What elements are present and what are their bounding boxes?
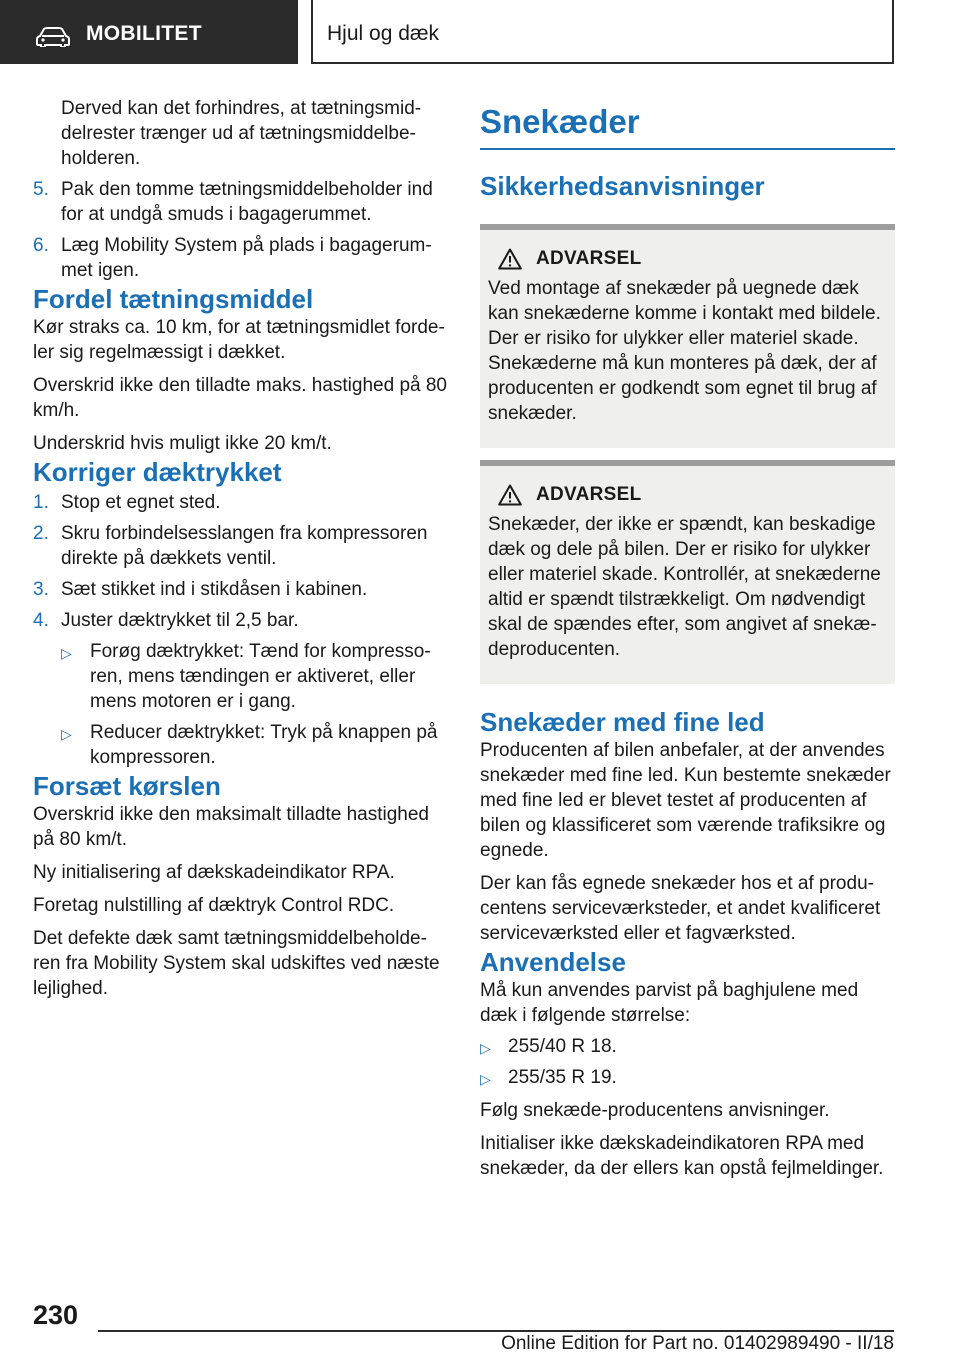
warning-triangle-icon (498, 484, 522, 506)
triangle-bullet-icon: ▷ (61, 645, 72, 661)
edition-text: Online Edition for Part no. 01402989490 - II/18 (501, 1333, 894, 1354)
paragraph: Producenten af bilen anbefaler, at der anvendes snekæder med fine led. Kun bestemte snekæder med fine led er blevet testet af producenten af bilen og klassificeret som værende trafiksikre og egnede. (480, 740, 891, 861)
chapter-header (311, 0, 894, 64)
step-number: 4. (33, 610, 49, 631)
section-heading-anvendelse: Anvendelse (480, 947, 626, 977)
list-item (33, 233, 448, 283)
list-item (33, 177, 448, 227)
section-heading-fine-led: Snekæder med fine led (480, 707, 765, 737)
triangle-bullet-icon: ▷ (480, 1071, 491, 1087)
list-item (33, 490, 448, 515)
bullet-text: Reducer dæktrykket: Tryk på knappen på kompressoren. (90, 722, 438, 768)
section-heading-forsaet: Forsæt kørslen (33, 771, 221, 801)
warning-box (480, 460, 895, 684)
heading-divider (480, 148, 895, 150)
warning-box (480, 224, 895, 448)
section-heading-sikkerhed: Sikkerhedsanvisninger (480, 171, 765, 201)
paragraph: Følg snekæde-producentens anvisninger. (480, 1100, 830, 1121)
paragraph: Der kan fås egnede snekæder hos et af producentens serviceværksteder, et andet kvalificeret serviceværksted eller et fagværksted. (480, 873, 881, 944)
paragraph: Overskrid ikke den maksimalt tilladte hastighed på 80 km/t. (33, 804, 430, 850)
bullet-text: 255/35 R 19. (508, 1067, 617, 1088)
left-column (33, 96, 448, 1001)
step-text: Stop et egnet sted. (61, 492, 221, 513)
section-tab[interactable] (0, 0, 298, 64)
paragraph: Initialiser ikke dækskadeindikatoren RPA med snekæder, da der ellers kan opstå fejlmeldinger. (480, 1133, 884, 1179)
bullet-item (480, 1065, 895, 1090)
paragraph: Kør straks ca. 10 km, for at tætningsmidlet fordeler sig regelmæssigt i dækket. (33, 317, 445, 363)
step-number: 2. (33, 523, 49, 544)
step-number: 1. (33, 492, 49, 513)
paragraph: Foretag nulstilling af dæktryk Control RDC. (33, 895, 395, 916)
bullet-text: Forøg dæktrykket: Tænd for kompressoren, mens tændingen er aktiveret, eller mens motoren er i gang. (90, 641, 431, 712)
triangle-bullet-icon: ▷ (480, 1040, 491, 1056)
step-text: Juster dæktrykket til 2,5 bar. (61, 610, 299, 631)
step-number: 5. (33, 179, 49, 200)
step-text: Pak den tomme tætningsmiddelbeholder ind for at undgå smuds i bagagerummet. (61, 179, 433, 225)
right-column (480, 100, 895, 1181)
step-text: Sæt stikket ind i stikdåsen i kabinen. (61, 579, 368, 600)
car-icon (36, 27, 70, 47)
step-continuation: Derved kan det forhindres, at tætningsmiddelrester trænger ud af tætningsmiddelbeholderen. (61, 98, 422, 169)
warning-label: ADVARSEL (536, 248, 642, 269)
paragraph: Må kun anvendes parvist på baghjulene med dæk i følgende størrelse: (480, 980, 859, 1026)
page-number: 230 (33, 1300, 79, 1330)
section-heading-fordel: Fordel tætningsmiddel (33, 284, 314, 314)
chapter-title: Hjul og dæk (327, 22, 440, 45)
triangle-bullet-icon: ▷ (61, 726, 72, 742)
warning-label: ADVARSEL (536, 484, 642, 505)
step-number: 6. (33, 235, 49, 256)
list-item (33, 577, 448, 602)
bullet-item (33, 720, 448, 770)
paragraph: Det defekte dæk samt tætningsmiddelbeholderen fra Mobility System skal udskiftes ved næste lejlighed. (33, 928, 440, 999)
step-text: Skru forbindelsesslangen fra kompressoren direkte på dækkets ventil. (61, 523, 428, 569)
warning-header (498, 484, 887, 506)
warning-header (498, 248, 887, 270)
step-text: Læg Mobility System på plads i bagagerummet igen. (61, 235, 432, 281)
list-item (33, 608, 448, 633)
bullet-item (33, 639, 448, 714)
bullet-item (480, 1034, 895, 1059)
warning-text: Ved montage af snekæder på uegnede dæk kan snekæderne komme i kontakt med bildele. Der er risiko for ulykker eller materiel skade. Snekæderne må kun monteres på dæk, der af producenten er godkendt som egnet til brug af snekæder. (488, 278, 881, 424)
section-label: MOBILITET (86, 22, 202, 45)
footer-divider (98, 1330, 894, 1332)
bullet-text: 255/40 R 18. (508, 1036, 617, 1057)
list-item (33, 521, 448, 571)
step-number: 3. (33, 579, 49, 600)
warning-triangle-icon (498, 248, 522, 270)
paragraph: Overskrid ikke den tilladte maks. hastighed på 80 km/h. (33, 375, 447, 421)
paragraph: Ny initialisering af dækskadeindikator RPA. (33, 862, 395, 883)
paragraph: Underskrid hvis muligt ikke 20 km/t. (33, 433, 332, 454)
warning-text: Snekæder, der ikke er spændt, kan beskadige dæk og dele på bilen. Der er risiko for ulykker eller materiel skade. Kontrollér, at snekæderne altid er spændt tilstrækkeligt. Om nødvendigt skal de spændes efter, som angivet af snekædeproducenten. (488, 514, 881, 660)
section-heading-korriger: Korriger dæktrykket (33, 457, 282, 487)
chapter-heading: Snekæder (480, 103, 640, 140)
